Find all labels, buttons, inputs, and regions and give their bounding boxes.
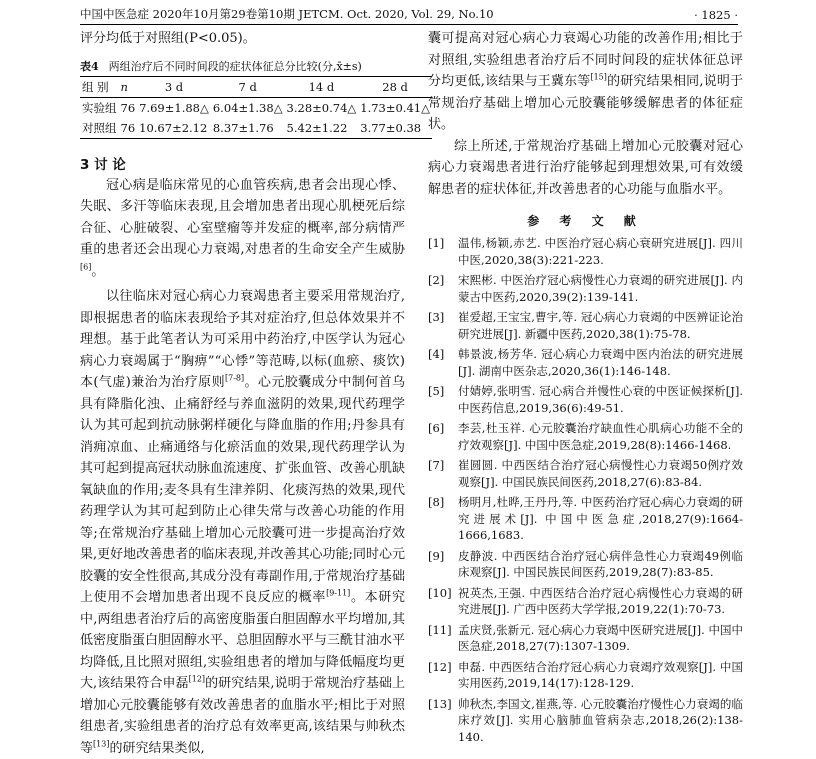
- reference-number: [3]: [428, 310, 445, 324]
- reference-number: [10]: [428, 585, 452, 600]
- reference-number: [1]: [428, 236, 445, 250]
- reference-text: 帅秋杰,李国文,崔燕,等. 心元胶囊治疗慢性心力衰竭的临床疗效[J]. 实用心脑肺血管病杂志,2018,26(2):138-140.: [458, 696, 743, 744]
- paragraph-text: 冠心病是临床常见的心血管疾病,患者会出现心悸、失眠、多汗等临床表现,且会增加患者出现心肌梗死后综合征、心脏破裂、心室壁瘤等并发症的概率,部分病情严重的患者还会出现心力衰竭,对患者的生命安全产生威胁: [80, 177, 405, 257]
- table-cell: 5.42±1.22: [286, 120, 348, 135]
- section-heading-discussion: 3 讨 论: [80, 156, 126, 173]
- discussion-paragraph-2: [80, 286, 405, 759]
- table-number: 表4: [80, 59, 99, 73]
- reference-item: [428, 346, 743, 379]
- paragraph-text: 的研究结果类似,: [109, 740, 205, 756]
- table-row: [80, 118, 432, 139]
- table-cell: 对照组: [82, 120, 117, 135]
- reference-item: [428, 272, 743, 305]
- table-cell: 76: [120, 100, 136, 115]
- table-cell: 7.69±1.88△: [139, 100, 209, 115]
- table-cell: 3.77±0.38: [360, 120, 422, 135]
- reference-text: 付婧婷,张明雪. 冠心病合并慢性心衰的中医证候探析[J]. 中医药信息,2019,36(6):49-51.: [458, 384, 743, 415]
- citation-ref: [13]: [93, 739, 110, 749]
- reference-text: 祝英杰,王强. 中西医结合治疗冠心病慢性心力衰竭的研究进展[J]. 广西中医药大学学报,2019,22(1):70-73.: [458, 585, 743, 616]
- reference-item: [428, 309, 743, 342]
- citation-ref: [12]: [188, 674, 206, 684]
- reference-item: [428, 696, 743, 746]
- reference-text: 皮静波. 中西医结合治疗冠心病伴急性心力衰竭49例临床观察[J]. 中国民族民间医药,2019,28(7):83-85.: [458, 548, 743, 579]
- reference-number: [12]: [428, 659, 452, 674]
- paragraph-text: 的研究结果相同,说明于常规治疗基础上增加心元胶囊能够缓解患者的体征症状。: [428, 74, 743, 132]
- table-header-cell: 组 别: [82, 79, 109, 94]
- running-header: [80, 2, 738, 22]
- table-header-cell: 3 d: [164, 79, 184, 94]
- paragraph-text: 的研究结果,说明于常规治疗基础上增加心元胶囊能够有效改善患者的血脂水平;相比于对照组患者,实验组患者的治疗总有效率更高,该结果与帅秋杰等: [80, 676, 405, 756]
- reference-item: [428, 383, 743, 416]
- reference-list: [428, 235, 743, 745]
- symptom-score-table: [80, 76, 432, 139]
- reference-item: [428, 420, 743, 453]
- table-cell: 10.67±2.12: [139, 120, 208, 135]
- reference-text: 韩景波,杨芳华. 冠心病心力衰竭中医内治法的研究进展[J]. 湖南中医杂志,2020,36(1):146-148.: [458, 347, 743, 378]
- paragraph-text: 以往临床对冠心病心力衰竭患者主要采用常规治疗,即根据患者的临床表现给予其对症治疗,但总体效果并不理想。基于此笔者认为可采用中药治疗,中医学认为冠心病心力衰竭属于“胸痹”“心悸”等范畴,以标(血瘀、痰饮)本(气虚)兼治为治疗原则: [80, 289, 405, 390]
- reference-item: [428, 494, 743, 544]
- reference-item: [428, 622, 743, 655]
- reference-text: 宋熙彬. 中医治疗冠心病慢性心力衰竭的研究进展[J]. 内蒙古中医药,2020,39(2):139-141.: [458, 273, 743, 304]
- discussion-paragraph-1: [80, 175, 405, 283]
- table-cell: 实验组: [82, 100, 117, 115]
- table-header-row: [80, 76, 432, 97]
- reference-item: [428, 585, 743, 618]
- left-column: [80, 28, 430, 759]
- citation-ref: [7-8]: [225, 373, 245, 383]
- reference-number: [11]: [428, 622, 452, 637]
- journal-info: 中国中医急症 2020年10月第29卷第10期 JETCM. Oct. 2020, Vol. 29, No.10: [80, 7, 494, 21]
- reference-number: [9]: [428, 548, 445, 563]
- reference-item: [428, 548, 743, 581]
- table-header-cell: 14 d: [308, 79, 335, 94]
- citation-ref: [15]: [590, 72, 607, 82]
- reference-number: [6]: [428, 421, 445, 435]
- table-cell: 6.04±1.38△: [212, 100, 283, 115]
- reference-text: 孟庆贤,张新元. 冠心病心力衰竭中医研究进展[J]. 中国中医急症,2018,27(7):1307-1309.: [458, 622, 743, 653]
- table-cell: 1.73±0.41△: [360, 100, 430, 115]
- table-cell: 3.28±0.74△: [286, 100, 357, 115]
- table-header-cell: n: [120, 79, 128, 94]
- conclusion-paragraph: 综上所述,于常规治疗基础上增加心元胶囊对冠心病心力衰竭患者进行治疗能够起到理想效果,可有效缓解患者的症状体征,并改善患者的心功能与血脂水平。: [428, 138, 743, 197]
- table-row: [80, 97, 432, 118]
- reference-item: [428, 659, 743, 692]
- discussion-paragraph-continued: [428, 28, 743, 136]
- reference-number: [8]: [428, 495, 445, 509]
- page-number: · 1825 ·: [694, 8, 738, 22]
- table-cell: 76: [120, 120, 136, 135]
- citation-ref: [9-11]: [326, 588, 351, 598]
- table-caption: [80, 58, 405, 74]
- table-title: 两组治疗后不同时间段的症状体征总分比较(分,x̄±s): [108, 59, 362, 73]
- reference-text: 李芸,杜玉祥. 心元胶囊治疗缺血性心肌病心功能不全的疗效观察[J]. 中国中医急症,2019,28(8):1466-1468.: [458, 421, 743, 452]
- table-cell: 8.37±1.76: [212, 120, 274, 135]
- paragraph-text: 。本研究中,两组患者治疗后的高密度脂蛋白胆固醇水平均增加,其低密度脂蛋白胆固醇水平、总胆固醇水平与三酰甘油水平均降低,且比照对照组,实验组患者的增加与降低幅度均更大,该结果符合申磊: [80, 590, 406, 691]
- reference-number: [2]: [428, 273, 445, 287]
- reference-item: [428, 457, 743, 490]
- paragraph-text: 。心元胶囊成分中制何首乌具有降脂化浊、止痛舒经与养血滋阴的效果,现代药理学认为其可起到抗动脉粥样硬化与降血脂的作用;丹参具有消痈凉血、止痛通络与化瘀活血的效果,现代药理学认为其可起到提高冠状动脉血流速度、扩张血管、改善心肌缺氧缺血的作用;麦冬具有生津养阴、化痰泻热的效果,现代药理学认为其可起到防止心律失常与改善心功能的作用等;在常规治疗基础上增加心元胶囊可进一步提高治疗效果,更好地改善患者的临床表现,并改善其心功能;同时心元胶囊的安全性很高,其成分没有毒副作用,于常规治疗基础上使用不会增加患者出现不良反应的概率: [80, 375, 406, 605]
- citation-ref: [6]: [80, 262, 92, 272]
- results-tail-paragraph: 评分均低于对照组(P<0.05)。: [80, 31, 256, 46]
- reference-text: 申磊. 中西医结合治疗冠心病心力衰竭疗效观察[J]. 中国实用医药,2019,14(17):128-129.: [458, 659, 743, 690]
- paragraph-text: 。: [91, 263, 105, 279]
- references-heading: 参 考 文 献: [527, 214, 644, 228]
- reference-number: [5]: [428, 384, 445, 398]
- reference-text: 崔圆圆. 中西医结合治疗冠心病慢性心力衰竭50例疗效观察[J]. 中国民族民间医药,2018,27(6):83-84.: [458, 458, 743, 489]
- paragraph-text: 囊可提高对冠心病心力衰竭心功能的改善作用;相比于对照组,实验组患者治疗后不同时间段的症状体征总评分均更低,该结果与王冀东等: [428, 31, 743, 89]
- reference-number: [13]: [428, 696, 452, 711]
- right-column: [428, 28, 743, 749]
- reference-text: 杨明月,杜晔,王丹丹,等. 中医药治疗冠心病心力衰竭的研究进展术[J]. 中国中医急症,2018,27(9):1664-1666,1683.: [458, 495, 743, 542]
- reference-item: [428, 235, 743, 268]
- table-header-cell: 28 d: [382, 79, 408, 94]
- reference-number: [7]: [428, 458, 445, 472]
- header-rule: [80, 24, 738, 25]
- reference-text: 温伟,杨颖,赤艺. 中医治疗冠心病心衰研究进展[J]. 四川中医,2020,38(3):221-223.: [458, 236, 743, 267]
- reference-text: 崔爱超,王宝宝,曹宇,等. 冠心病心力衰竭的中医辨证论治研究进展[J]. 新疆中医药,2020,38(1):75-78.: [458, 310, 743, 341]
- table-header-cell: 7 d: [238, 79, 257, 94]
- reference-number: [4]: [428, 347, 445, 361]
